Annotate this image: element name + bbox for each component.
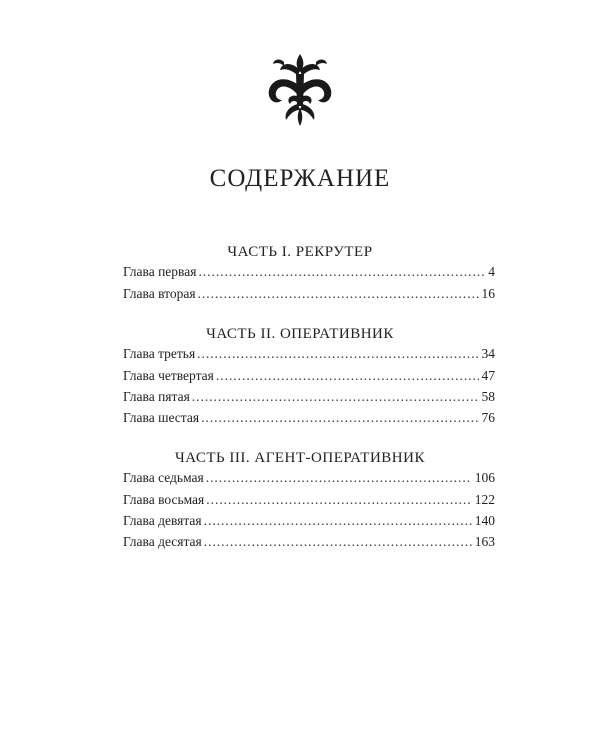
toc-entry[interactable] <box>123 409 495 427</box>
toc-entry[interactable] <box>123 367 495 385</box>
dot-leader <box>201 409 478 427</box>
chapter-title: Глава седьмая <box>123 470 204 485</box>
dot-leader <box>197 345 478 363</box>
page-title: СОДЕРЖАНИЕ <box>209 165 391 192</box>
dot-leader <box>206 469 472 487</box>
toc-entry[interactable] <box>123 469 495 487</box>
toc-entry[interactable] <box>123 512 495 530</box>
dot-leader <box>204 533 472 551</box>
page-number: 58 <box>481 389 495 404</box>
chapter-title: Глава четвертая <box>123 368 214 383</box>
chapter-title: Глава шестая <box>123 410 200 425</box>
page-number: 106 <box>474 470 495 485</box>
page-number: 163 <box>474 534 495 549</box>
dot-leader <box>192 388 479 406</box>
chapter-title: Глава девятая <box>123 513 202 528</box>
chapter-title: Глава первая <box>123 264 197 279</box>
chapter-title: Глава восьмая <box>123 492 205 507</box>
page-number: 140 <box>474 513 495 528</box>
part-heading: ЧАСТЬ III. АГЕНТ-ОПЕРАТИВНИК <box>175 450 425 466</box>
page-number: 4 <box>488 264 495 279</box>
floral-ornament-icon <box>260 50 340 130</box>
part-heading: ЧАСТЬ I. РЕКРУТЕР <box>227 244 373 260</box>
page-number: 34 <box>481 346 495 361</box>
page-number: 16 <box>481 286 495 301</box>
dot-leader <box>216 367 479 385</box>
dot-leader <box>198 285 479 303</box>
chapter-title: Глава пятая <box>123 389 190 404</box>
dot-leader <box>198 263 485 281</box>
dot-leader <box>206 491 471 509</box>
toc-entry[interactable] <box>123 263 495 281</box>
toc-entry[interactable] <box>123 345 495 363</box>
page-number: 47 <box>481 368 495 383</box>
toc-entry[interactable] <box>123 285 495 303</box>
toc-entry[interactable] <box>123 491 495 509</box>
chapter-title: Глава третья <box>123 346 196 361</box>
chapter-title: Глава десятая <box>123 534 202 549</box>
page-number: 122 <box>474 492 495 507</box>
toc-entry[interactable] <box>123 533 495 551</box>
toc-entry[interactable] <box>123 388 495 406</box>
chapter-title: Глава вторая <box>123 286 196 301</box>
page-number: 76 <box>481 410 495 425</box>
dot-leader <box>204 512 472 530</box>
part-heading: ЧАСТЬ II. ОПЕРАТИВНИК <box>206 326 394 342</box>
